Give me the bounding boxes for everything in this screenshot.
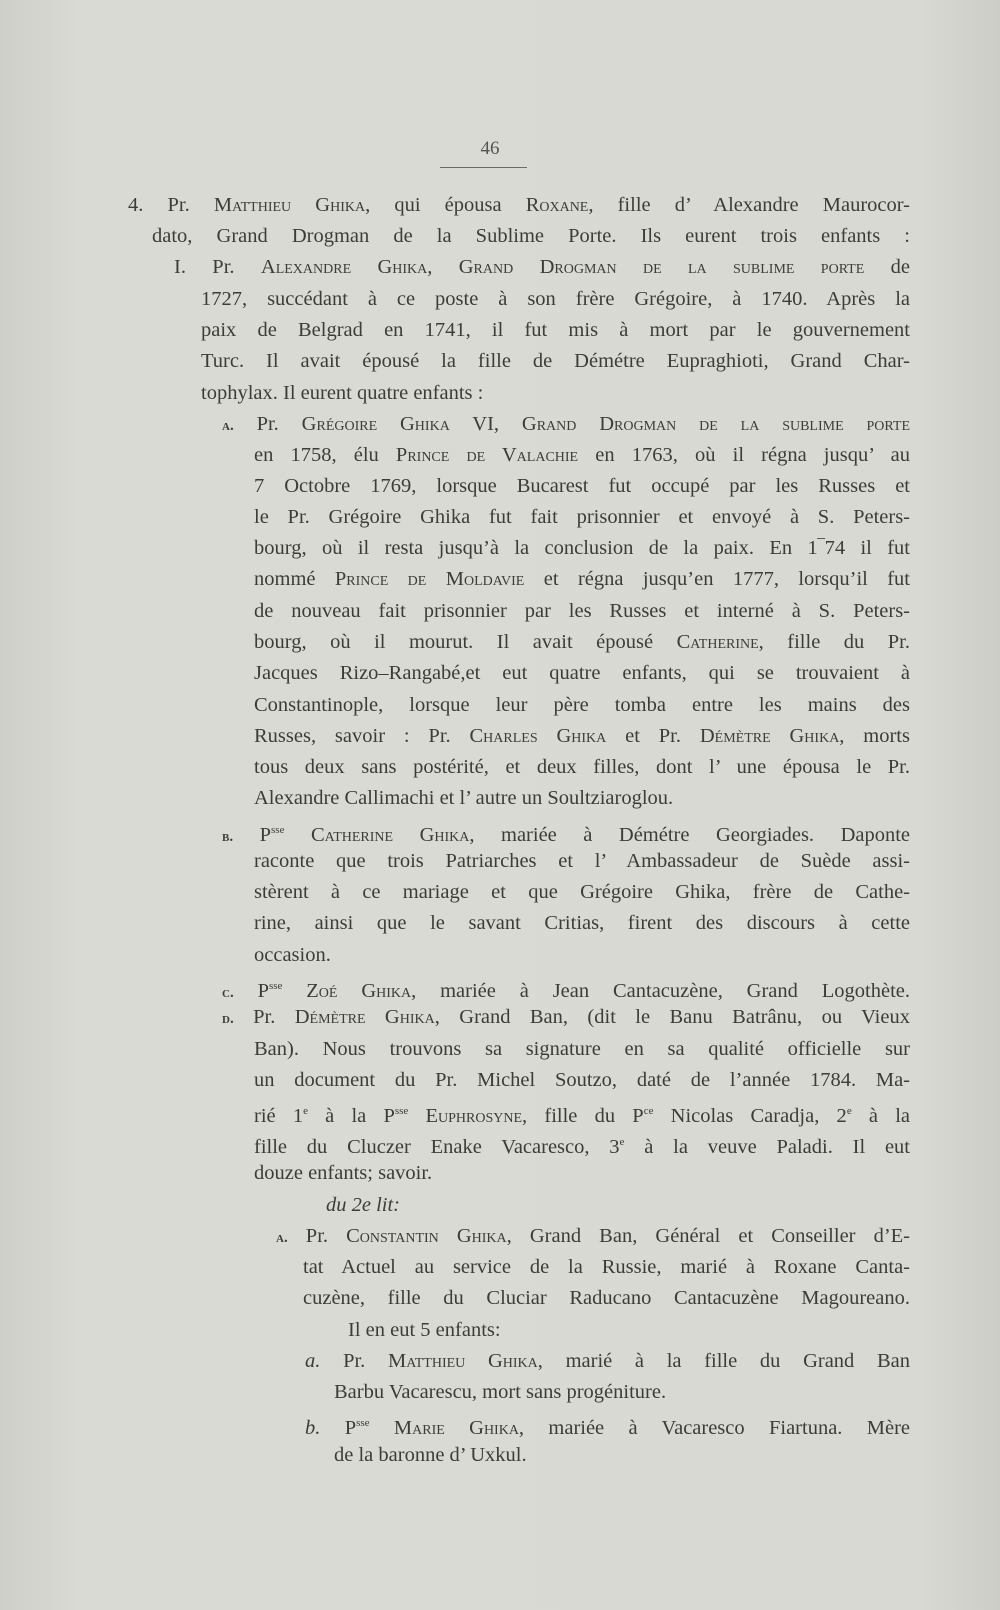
text-line <box>254 1065 910 1095</box>
text-segment: paix de Belgrad en 1741, il fut mis à mort par le gouvernement <box>201 319 910 341</box>
text-segment: de <box>864 256 910 278</box>
text-segment: rine, ainsi que le savant Critias, firent des discours à cette <box>254 912 910 934</box>
text-line <box>303 1252 910 1282</box>
list-marker: a. <box>276 1230 288 1246</box>
text-segment: marié à la fille du Grand Ban <box>542 1350 910 1372</box>
text-segment: mariée à Démétre Georgiades. Daponte <box>474 824 911 846</box>
person-name: Démètre Ghika, <box>699 725 845 747</box>
text-line <box>254 596 910 626</box>
page-number-rule <box>440 167 527 168</box>
text-segment: douze enfants; savoir. <box>254 1162 433 1184</box>
text-segment: I. Pr. <box>174 256 261 278</box>
text-line <box>254 721 910 751</box>
text-line <box>305 1346 910 1376</box>
text-segment: P <box>344 1417 357 1439</box>
text-line <box>152 221 910 251</box>
person-name: Roxane, <box>525 194 594 216</box>
text-segment: tous deux sans postérité, et deux filles, dont l’ une épousa le Pr. <box>254 756 910 778</box>
person-name: Démètre Ghika, <box>294 1006 440 1028</box>
person-name: Euphrosyne, <box>425 1105 528 1127</box>
text-segment: stèrent à ce mariage et que Grégoire Ghika, frère de Cathe- <box>254 881 910 903</box>
text-line <box>348 1315 501 1345</box>
text-segment: Pr. <box>167 194 214 216</box>
superscript: sse <box>356 1417 370 1429</box>
text-segment: cuzène, fille du Cluciar Raducano Cantacuzène Magoureano. <box>303 1287 910 1309</box>
superscript: e <box>619 1136 625 1148</box>
text-segment: Pr. <box>343 1350 388 1372</box>
text-segment: et Pr. <box>606 725 700 747</box>
text-segment: Pr. <box>305 1225 347 1247</box>
text-segment: Barbu Vacarescu, mort sans progéniture. <box>334 1381 667 1403</box>
text-line <box>222 409 910 439</box>
text-segment: à la veuve Paladi. Il eut <box>624 1136 910 1158</box>
text-segment: à la P <box>307 1105 395 1127</box>
list-marker: a. <box>222 418 234 434</box>
text-segment: Russes, savoir : Pr. <box>254 725 470 747</box>
text-segment: un document du Pr. Michel Soutzo, daté de l’année 1784. Ma- <box>254 1069 910 1091</box>
text-segment: nommé <box>254 568 335 590</box>
text-segment: de nouveau fait prisonnier par les Russes et interné à S. Peters- <box>254 600 910 622</box>
text-line <box>276 1221 910 1251</box>
text-line <box>254 877 910 907</box>
text-line <box>254 627 910 657</box>
text-segment: P <box>257 980 269 1002</box>
text-line <box>222 815 910 845</box>
superscript: sse <box>268 980 283 992</box>
text-segment: le Pr. Grégoire Ghika fut fait prisonnier et envoyé à S. Peters- <box>254 506 910 528</box>
person-name: Marie Ghika, <box>369 1417 525 1439</box>
text-line <box>201 378 483 408</box>
person-name: Grégoire Ghika VI, Grand Drogman de la sublime porte <box>301 413 910 435</box>
text-segment: Il en eut 5 enfants: <box>348 1319 501 1341</box>
text-line <box>201 315 910 345</box>
superscript: e <box>303 1105 308 1117</box>
text-segment: à la <box>851 1105 910 1127</box>
text-line <box>254 690 910 720</box>
text-line <box>334 1377 666 1407</box>
text-line <box>305 1408 910 1438</box>
person-name: Constantin Ghika, <box>346 1225 512 1247</box>
list-marker: d. <box>222 1011 234 1027</box>
text-segment: et régna jusqu’en 1777, lorsqu’il fut <box>524 568 910 590</box>
text-line <box>201 346 910 376</box>
text-segment: qui épousa <box>370 194 526 216</box>
text-segment: Jacques Rizo–Rangabé,et eut quatre enfants, qui se trouvaient à <box>254 662 910 684</box>
text-line <box>254 533 910 563</box>
person-name: Catherine Ghika, <box>284 824 475 846</box>
text-line <box>201 284 910 314</box>
text-line <box>222 1002 910 1032</box>
text-segment: Turc. Il avait épousé la fille de Démétre Eupraghioti, Grand Char- <box>201 350 910 372</box>
text-line <box>254 752 910 782</box>
text-segment: Ban). Nous trouvons sa signature en sa qualité officielle sur <box>254 1038 910 1060</box>
text-segment: du 2e lit: <box>326 1194 401 1216</box>
text-line <box>254 471 910 501</box>
text-segment: occasion. <box>254 944 331 966</box>
title-name: Prince de Valachie <box>395 444 579 466</box>
text-segment: Nicolas Caradja, 2 <box>653 1105 847 1127</box>
text-segment: Grand Ban, (dit le Banu Batrânu, ou Vieux <box>439 1006 910 1028</box>
text-segment: tophylax. Il eurent quatre enfants : <box>201 382 484 404</box>
text-line <box>254 908 910 938</box>
text-line <box>254 1158 432 1188</box>
text-segment: 1727, succédant à ce poste à son frère Grégoire, à 1740. Après la <box>201 288 910 310</box>
text-segment: mariée à Vacaresco Fiartuna. Mère <box>524 1417 911 1439</box>
text-segment: fille du P <box>527 1105 644 1127</box>
text-line <box>254 1034 910 1064</box>
text-segment: fille du Pr. <box>763 631 911 653</box>
text-segment: en 1758, élu <box>254 444 396 466</box>
person-name: Matthieu Ghika, <box>213 194 371 216</box>
text-segment: tat Actuel au service de la Russie, marié à Roxane Canta- <box>303 1256 910 1278</box>
text-segment <box>408 1105 425 1127</box>
text-segment: de la baronne d’ Uxkul. <box>334 1444 527 1466</box>
person-name: Zoé Ghika, <box>282 980 417 1002</box>
text-line <box>254 940 331 970</box>
person-name: Charles Ghika <box>469 725 607 747</box>
list-marker: b. <box>305 1417 321 1439</box>
text-line <box>254 1096 910 1126</box>
text-line <box>222 971 910 1001</box>
text-line <box>254 658 910 688</box>
text-segment: Alexandre Callimachi et l’ autre un Soultziaroglou. <box>254 787 674 809</box>
page-number: 46 <box>480 138 500 159</box>
text-segment: fille d’ Alexandre Maurocor- <box>593 194 911 216</box>
text-segment: bourg, où il mourut. Il avait épousé <box>254 631 677 653</box>
text-line <box>128 190 910 220</box>
text-segment: rié 1 <box>254 1105 304 1127</box>
text-segment: 7 Octobre 1769, lorsque Bucarest fut occupé par les Russes et <box>254 475 910 497</box>
text-line <box>254 440 910 470</box>
text-segment: Constantinople, lorsque leur père tomba entre les mains des <box>254 694 910 716</box>
list-marker: b. <box>222 829 234 845</box>
person-name: Matthieu Ghika, <box>387 1350 543 1372</box>
list-marker: 4. <box>128 194 144 216</box>
text-segment: Grand Ban, Général et Conseiller d’E- <box>511 1225 911 1247</box>
text-line <box>254 564 910 594</box>
superscript: ce <box>643 1105 654 1117</box>
superscript: e <box>846 1105 852 1117</box>
text-segment: Pr. <box>256 413 302 435</box>
superscript: sse <box>394 1105 409 1117</box>
person-name: Catherine, <box>676 631 764 653</box>
text-line <box>254 1127 910 1157</box>
section-subheading <box>326 1190 400 1220</box>
text-segment: raconte que trois Patriarches et l’ Ambassadeur de Suède assi- <box>254 850 910 872</box>
text-segment: dato, Grand Drogman de la Sublime Porte. Ils eurent trois enfants : <box>152 225 910 247</box>
text-line <box>254 846 910 876</box>
text-line <box>174 252 910 282</box>
text-segment: mariée à Jean Cantacuzène, Grand Logothète. <box>416 980 910 1002</box>
person-name: Alexandre Ghika, Grand Drogman de la sublime porte <box>260 256 865 278</box>
text-segment: en 1763, où il régna jusqu’ au <box>578 444 911 466</box>
title-name: Prince de Moldavie <box>334 568 525 590</box>
text-segment: bourg, où il resta jusqu’à la conclusion de la paix. En 1‾74 il fut <box>254 537 910 559</box>
text-line <box>254 502 910 532</box>
text-line <box>254 783 673 813</box>
list-marker: c. <box>222 985 234 1001</box>
text-segment: fille du Cluczer Enake Vacaresco, 3 <box>254 1136 620 1158</box>
text-segment: morts <box>844 725 910 747</box>
list-marker: a. <box>305 1350 321 1372</box>
text-segment: Pr. <box>253 1006 295 1028</box>
text-line <box>334 1440 527 1470</box>
text-line <box>303 1283 910 1313</box>
text-segment: P <box>259 824 272 846</box>
superscript: sse <box>271 824 285 836</box>
